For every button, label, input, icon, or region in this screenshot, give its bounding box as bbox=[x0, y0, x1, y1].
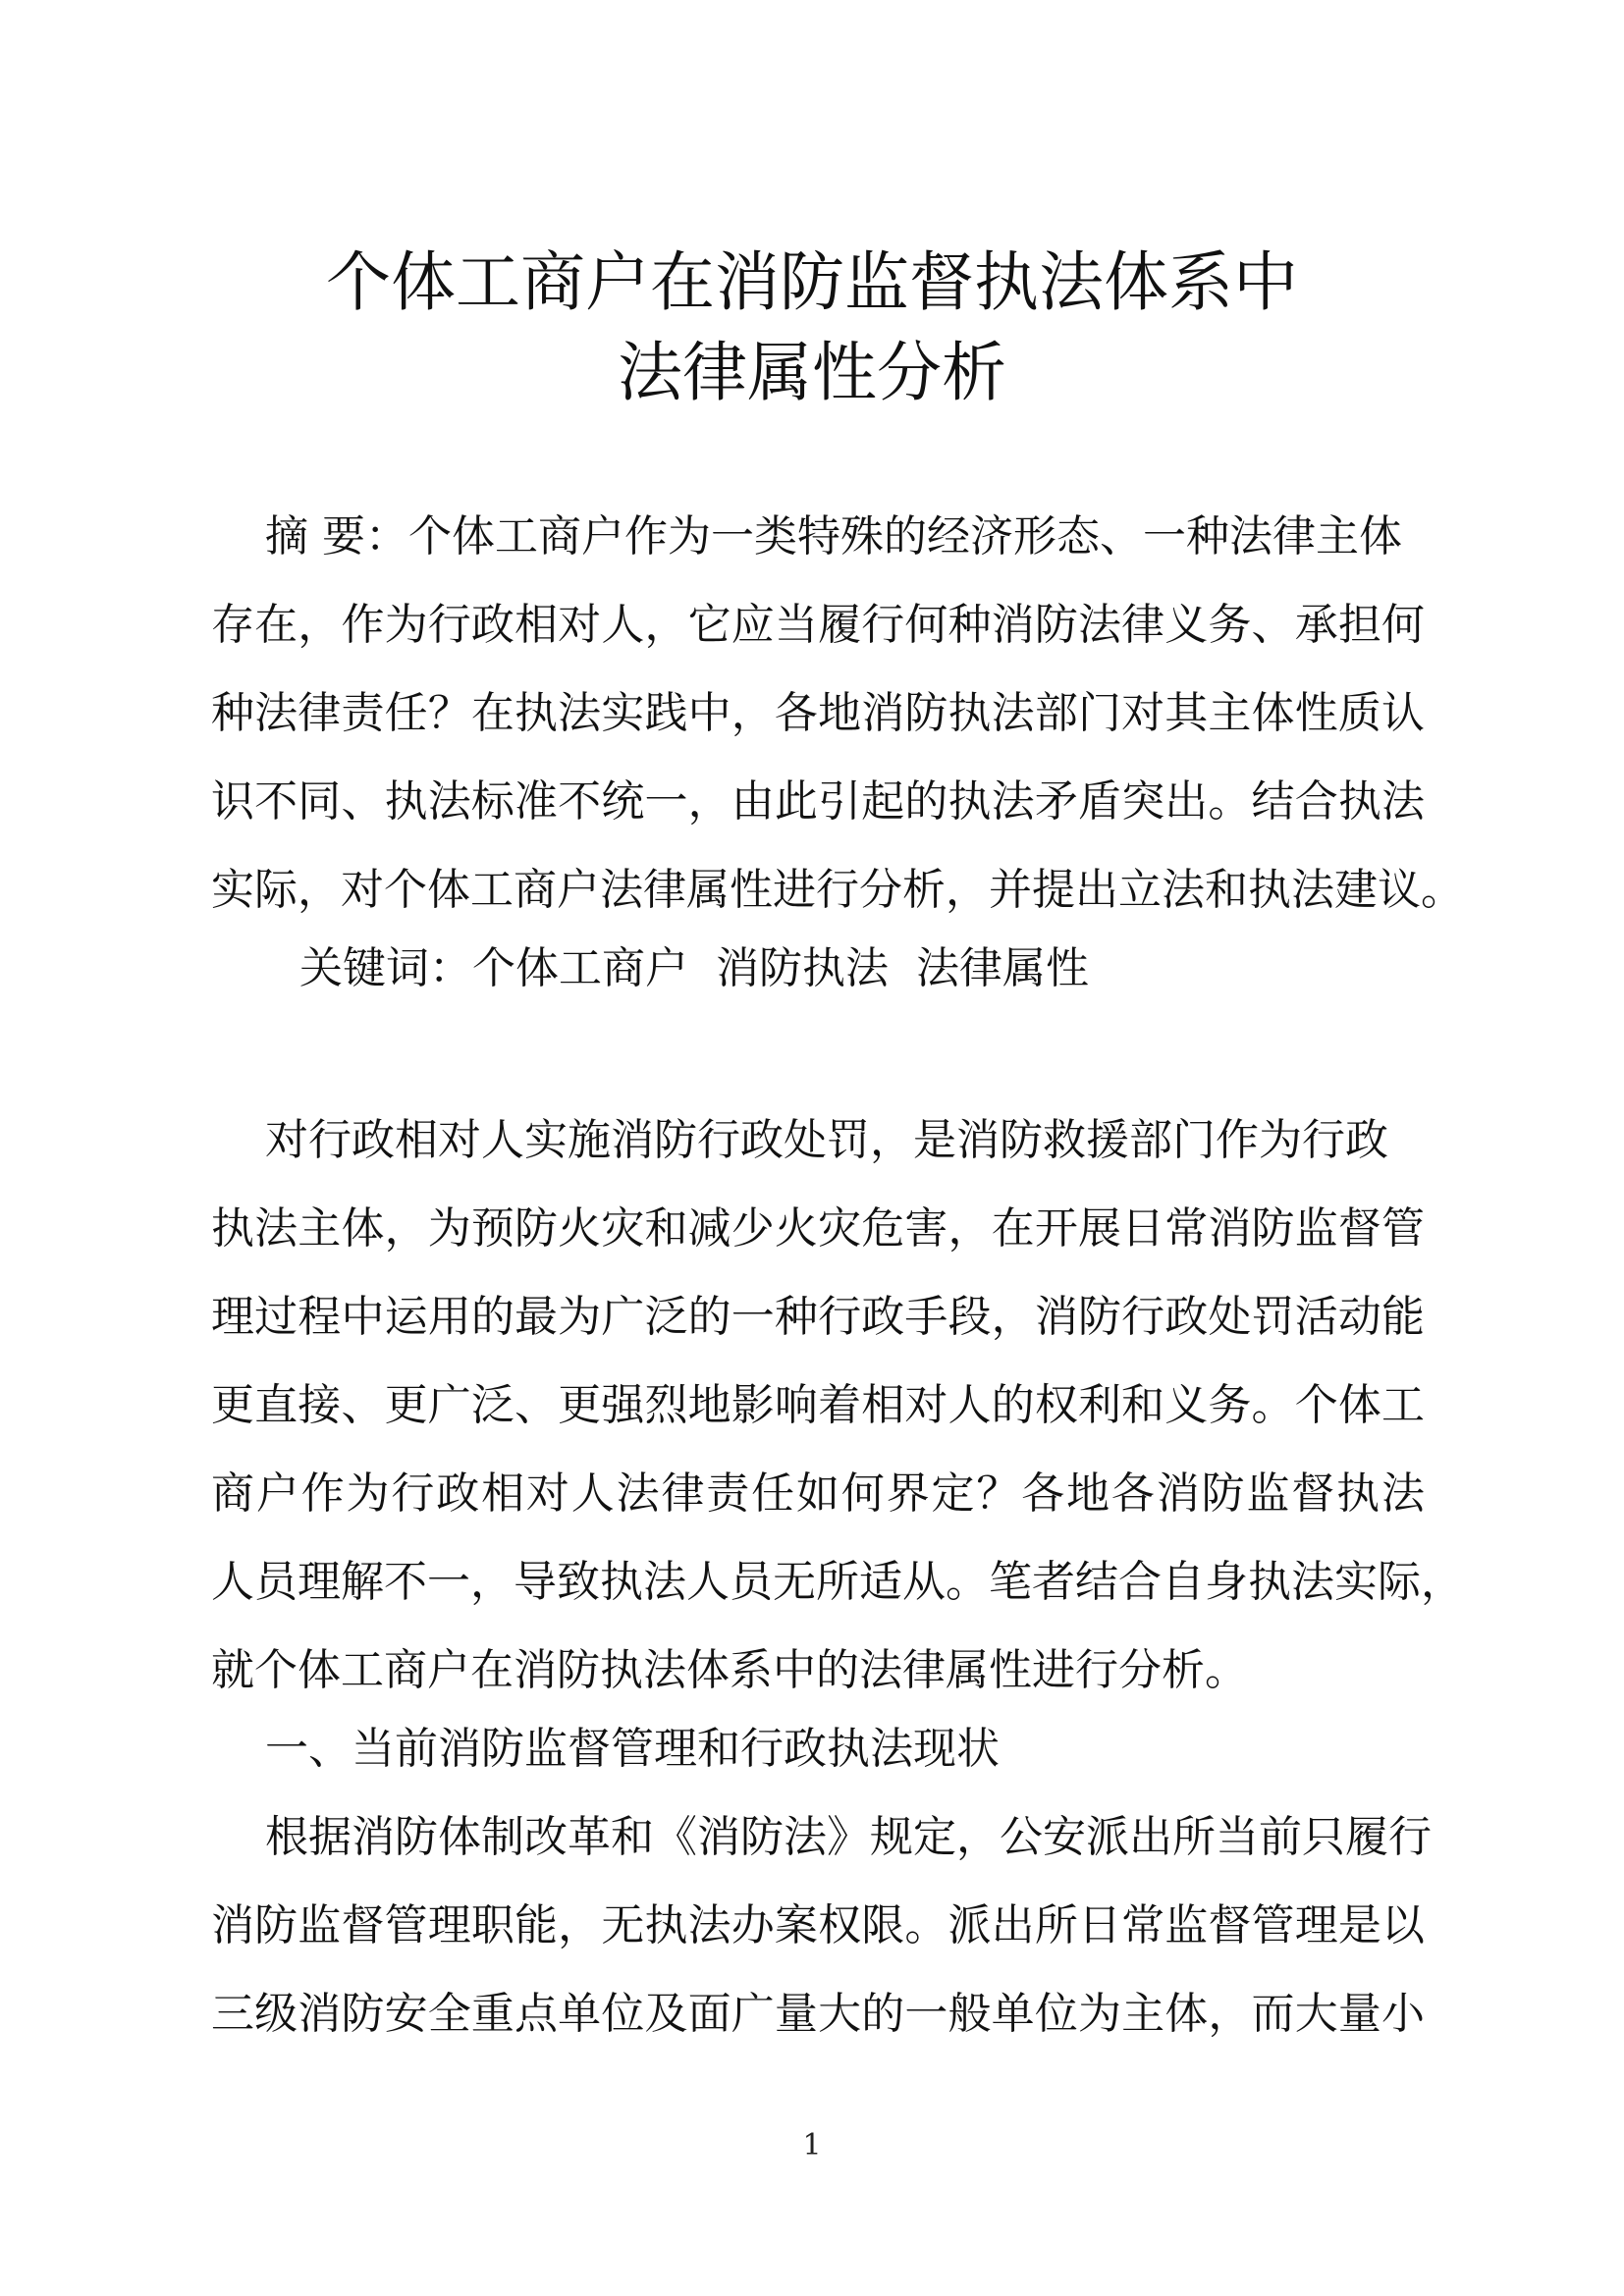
intro-line-1: 对行政相对人实施消防行政处罚，是消防救援部门作为行政 bbox=[265, 1115, 1388, 1165]
title-line-1: 个体工商户在消防监督执法体系中 bbox=[326, 244, 1298, 320]
abstract-line-4: 识不同、执法标准不统一，由此引起的执法矛盾突出。结合执法 bbox=[211, 776, 1425, 827]
intro-line-5: 商户作为行政相对人法律责任如何界定？各地各消防监督执法 bbox=[211, 1468, 1425, 1519]
intro-line-4: 更直接、更广泛、更强烈地影响着相对人的权利和义务。个体工 bbox=[211, 1380, 1425, 1430]
abstract-line-2: 存在，作为行政相对人，它应当履行何种消防法律义务、承担何 bbox=[211, 600, 1425, 650]
title-line-2: 法律属性分析 bbox=[618, 335, 1006, 410]
abstract-line-3: 种法律责任？在执法实践中，各地消防执法部门对其主体性质认 bbox=[211, 688, 1425, 738]
section-line-2: 消防监督管理职能，无执法办案权限。派出所日常监督管理是以 bbox=[211, 1900, 1425, 1950]
section-line-1: 根据消防体制改革和《消防法》规定，公安派出所当前只履行 bbox=[265, 1812, 1432, 1862]
intro-line-3: 理过程中运用的最为广泛的一种行政手段，消防行政处罚活动能 bbox=[211, 1292, 1425, 1342]
intro-line-2: 执法主体，为预防火灾和减少火灾危害，在开展日常消防监督管 bbox=[211, 1203, 1425, 1254]
section-line-3: 三级消防安全重点单位及面广量大的一般单位为主体，而大量小 bbox=[211, 1989, 1425, 2039]
abstract-line-1: 摘 要：个体工商户作为一类特殊的经济形态、一种法律主体 bbox=[265, 511, 1402, 561]
section-heading: 一、当前消防监督管理和行政执法现状 bbox=[265, 1724, 1000, 1774]
abstract-line-5: 实际，对个体工商户法律属性进行分析，并提出立法和执法建议。 bbox=[211, 865, 1464, 915]
page-number: 1 bbox=[802, 2128, 822, 2163]
intro-line-7: 就个体工商户在消防执法体系中的法律属性进行分析。 bbox=[211, 1645, 1248, 1695]
intro-line-6: 人员理解不一，导致执法人员无所适从。笔者结合自身执法实际， bbox=[211, 1557, 1464, 1607]
keywords-line: 关键词：个体工商户 消防执法 法律属性 bbox=[299, 943, 1089, 993]
